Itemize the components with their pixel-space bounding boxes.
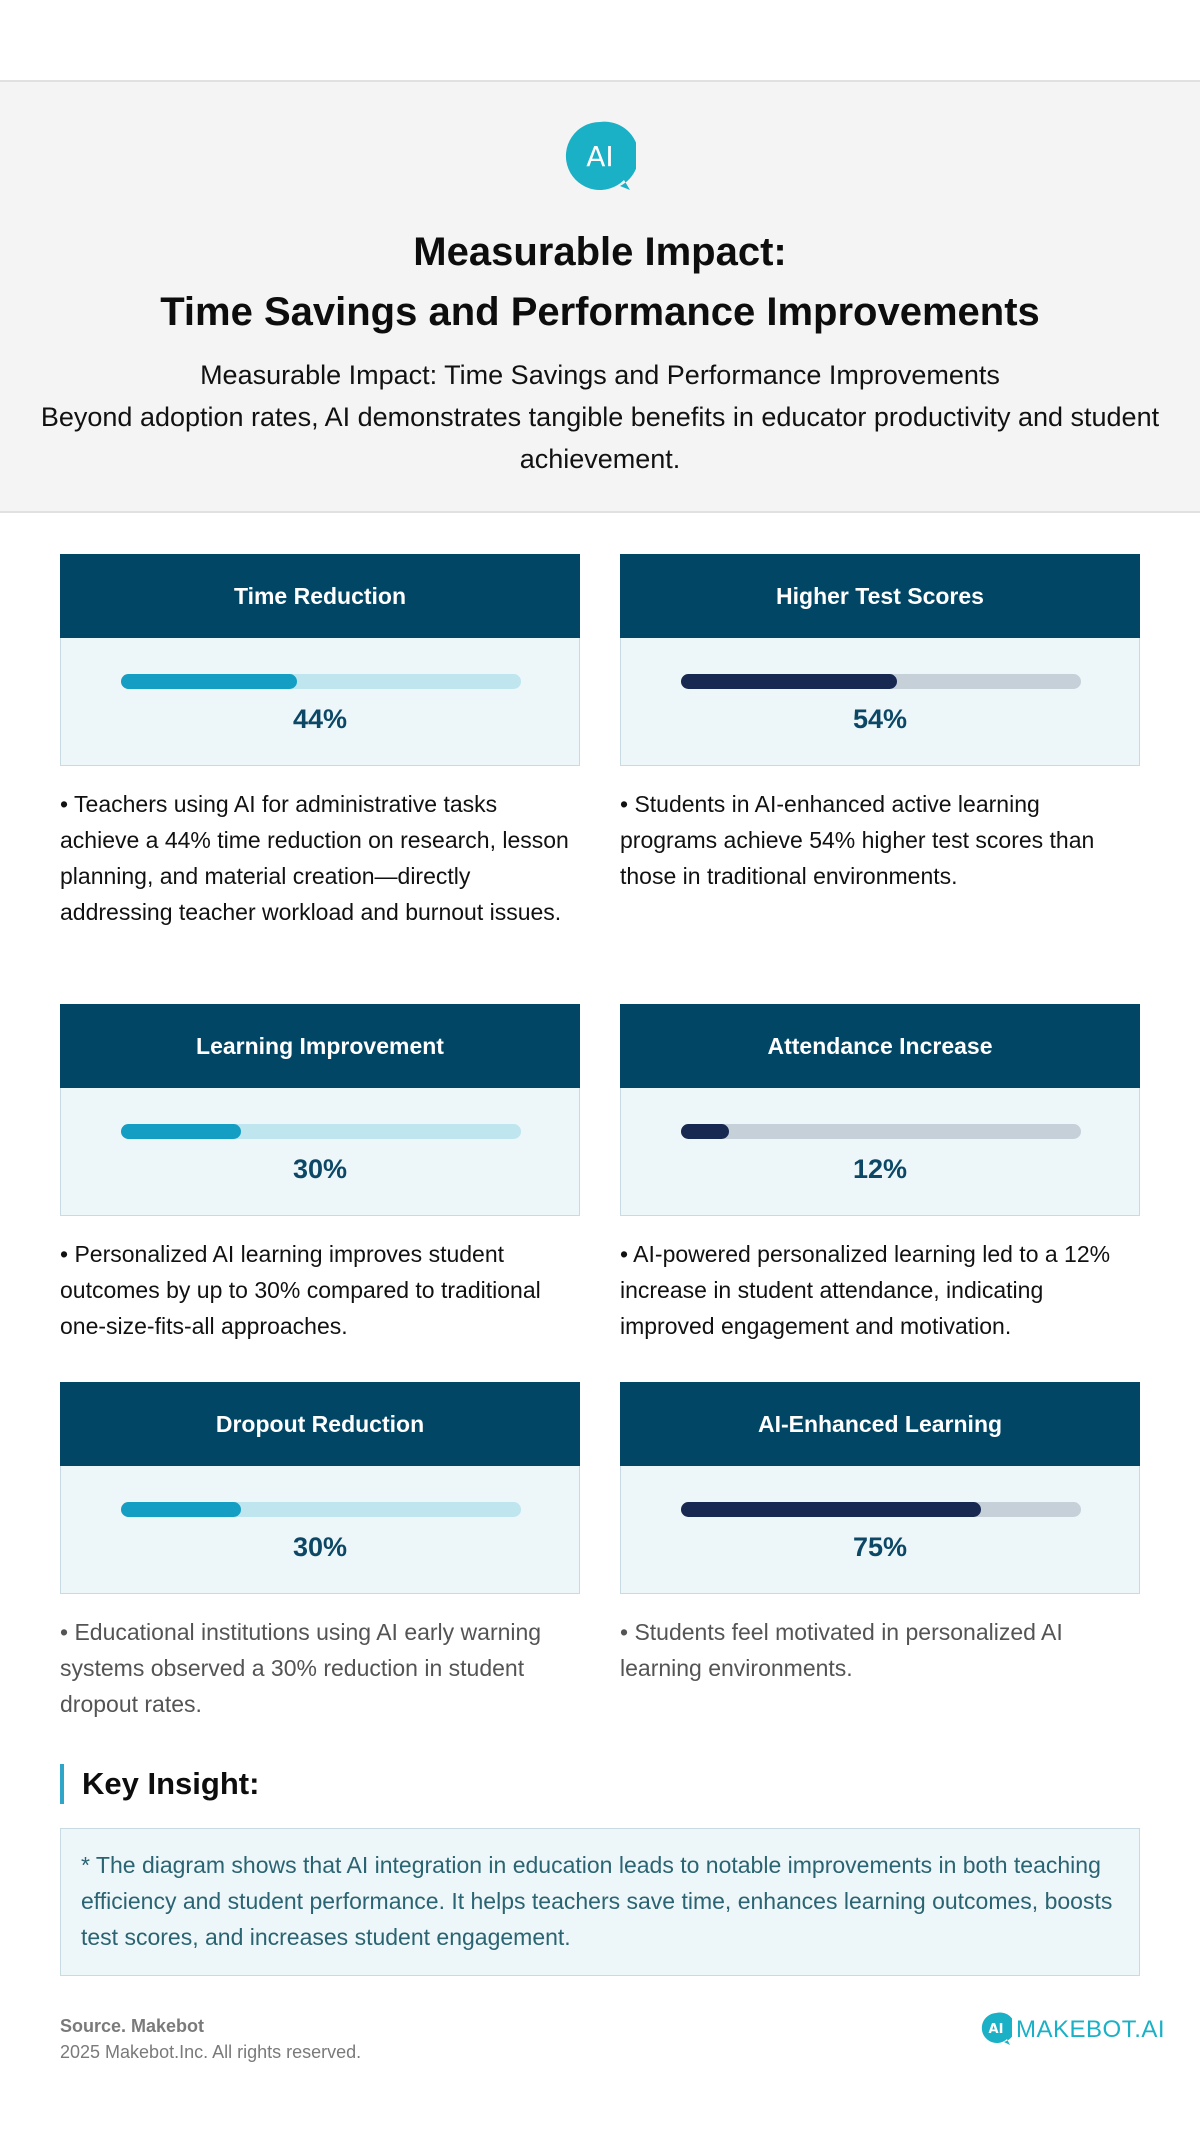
card-description: • Teachers using AI for administrative tasks achieve a 44% time reduction on research, lesson planning, and material creation—directly addressing teacher workload and burnout issues. — [60, 791, 569, 925]
ai-bubble-icon — [980, 2012, 1012, 2048]
card-description: • Personalized AI learning improves student outcomes by up to 30% compared to traditional one-size-fits-all approaches. — [60, 1241, 541, 1339]
card-title: Learning Improvement — [60, 1004, 580, 1088]
progress-track — [121, 1124, 521, 1139]
brand-mark: AI — [988, 2022, 1004, 2037]
card-dropout-reduction — [60, 1382, 580, 1722]
brand-name: MAKEBOT.AI — [1016, 2016, 1166, 2043]
percent-value: 44% — [292, 704, 348, 734]
ai-chat-bubble-icon — [564, 120, 636, 192]
title-line-2: Time Savings and Performance Improvements — [160, 290, 1040, 334]
source-label: Source. Makebot — [60, 2016, 205, 2036]
card-title: Dropout Reduction — [60, 1382, 580, 1466]
progress-track — [681, 1502, 1081, 1517]
card-metric — [60, 1088, 580, 1216]
makebot-logo[interactable] — [980, 2012, 1166, 2048]
progress-track — [121, 674, 521, 689]
card-title: Attendance Increase — [620, 1004, 1140, 1088]
card-description: • AI-powered personalized learning led to a 12% increase in student attendance, indicating improved engagement and motivation. — [620, 1241, 1111, 1339]
card-learning-improvement — [60, 1004, 580, 1344]
progress-track — [681, 1124, 1081, 1139]
page-title — [0, 222, 1200, 342]
progress-fill — [121, 674, 297, 689]
progress-fill — [121, 1502, 241, 1517]
card-title: Higher Test Scores — [620, 554, 1140, 638]
key-insight-text: * The diagram shows that AI integration in education leads to notable improvements in both teaching efficiency and student performance. It helps teachers save time, enhances learning outcomes, boosts test scores, and increases student engagement. — [60, 1828, 1140, 1976]
card-description: • Students feel motivated in personalized AI learning environments. — [620, 1619, 1063, 1681]
card-title: AI-Enhanced Learning — [620, 1382, 1140, 1466]
subtitle-line-2: Beyond adoption rates, AI demonstrates tangible benefits in educator productivity and student achievement. — [40, 402, 1160, 474]
copyright-text: 2025 Makebot.Inc. All rights reserved. — [60, 2042, 362, 2062]
card-description: • Students in AI-enhanced active learning programs achieve 54% higher test scores than those in traditional environments. — [620, 791, 1095, 889]
card-attendance-increase — [620, 1004, 1140, 1344]
card-title: Time Reduction — [60, 554, 580, 638]
progress-fill — [681, 674, 897, 689]
subtitle-line-1: Measurable Impact: Time Savings and Performance Improvements — [200, 360, 1000, 390]
card-time-reduction — [60, 554, 580, 930]
card-metric — [620, 638, 1140, 766]
header-banner — [0, 80, 1200, 513]
card-metric — [620, 1088, 1140, 1216]
card-metric — [620, 1466, 1140, 1594]
key-insight-title: Key Insight: — [60, 1764, 259, 1804]
percent-value: 30% — [292, 1532, 348, 1562]
card-ai-enhanced-learning — [620, 1382, 1140, 1686]
card-metric — [60, 1466, 580, 1594]
percent-value: 54% — [852, 704, 908, 734]
percent-value: 30% — [292, 1154, 348, 1184]
progress-track — [681, 674, 1081, 689]
percent-value: 12% — [852, 1154, 908, 1184]
progress-fill — [681, 1124, 729, 1139]
card-higher-test-scores — [620, 554, 1140, 894]
progress-fill — [121, 1124, 241, 1139]
card-metric — [60, 638, 580, 766]
percent-value: 75% — [852, 1532, 908, 1562]
title-line-1: Measurable Impact: — [413, 230, 787, 274]
progress-track — [121, 1502, 521, 1517]
card-description: • Educational institutions using AI early warning systems observed a 30% reduction in student dropout rates. — [60, 1619, 542, 1717]
logo-text: AI — [586, 140, 614, 173]
progress-fill — [681, 1502, 981, 1517]
page-subtitle — [40, 354, 1160, 480]
